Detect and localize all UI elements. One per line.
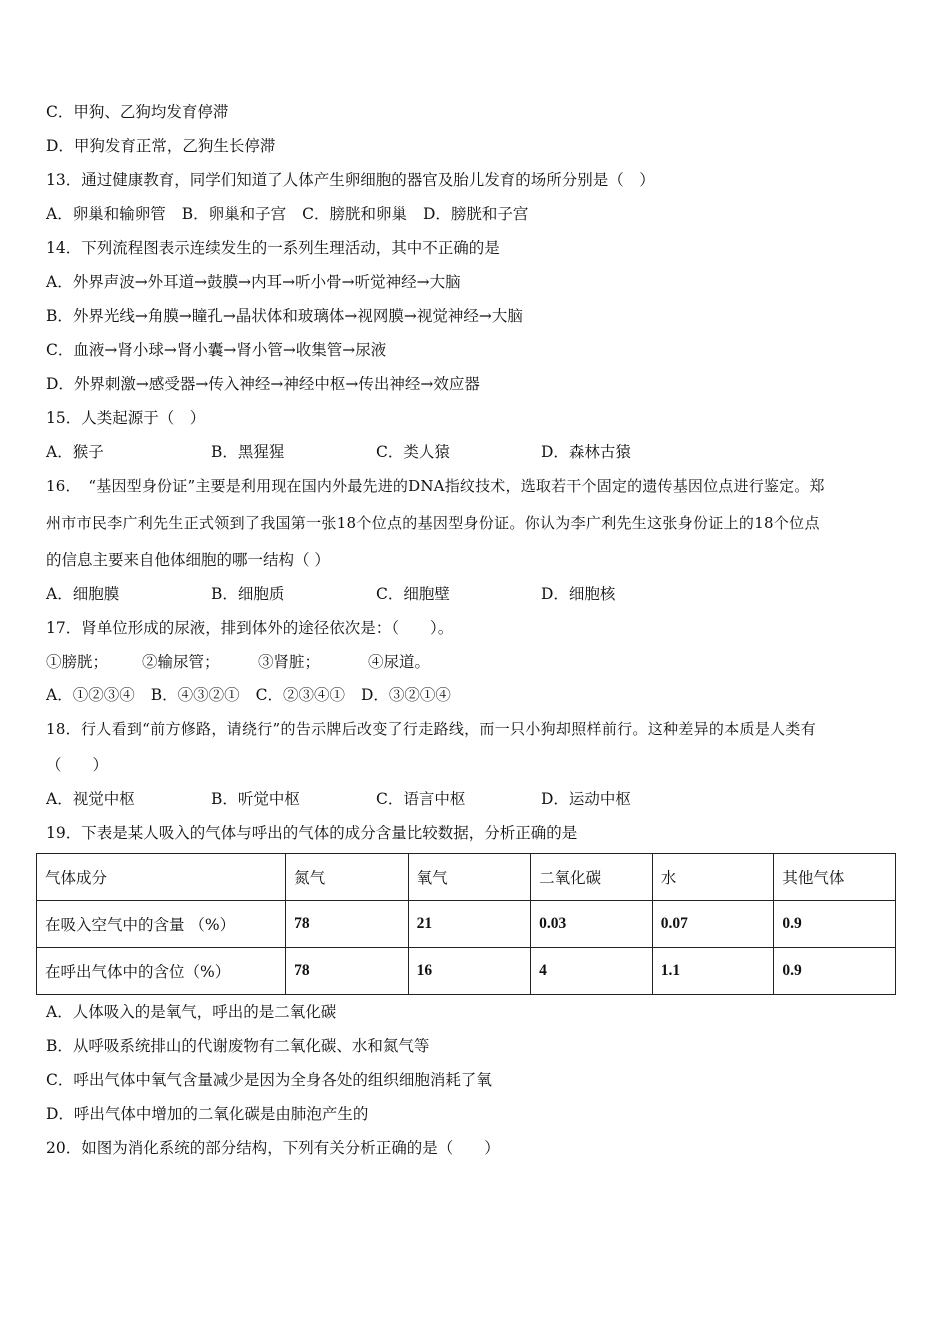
table-cell: 0.07 — [652, 901, 774, 948]
q14-stem: 14．下列流程图表示连续发生的一系列生理活动，其中不正确的是 — [46, 239, 500, 257]
table-cell: 1.1 — [652, 948, 774, 995]
q18-options — [46, 789, 631, 809]
q16-option-d: D．细胞核 — [541, 585, 616, 603]
q19-option-c: C．呼出气体中氧气含量减少是因为全身各处的组织细胞消耗了氧 — [46, 1071, 492, 1089]
q16-stem-line3: 的信息主要来自他体细胞的哪一结构（ ） — [46, 551, 330, 569]
table-cell: 78 — [286, 948, 409, 995]
q19-option-d: D．呼出气体中增加的二氧化碳是由肺泡产生的 — [46, 1105, 369, 1123]
table-header-row — [37, 854, 896, 901]
q20-stem: 20．如图为消化系统的部分结构，下列有关分析正确的是（ ） — [46, 1139, 500, 1157]
q17-item-4: ④尿道。 — [368, 653, 431, 671]
q13-option-c: C．膀胱和卵巢 — [302, 205, 407, 223]
q14-option-c: C．血液→肾小球→肾小囊→肾小管→收集管→尿液 — [46, 341, 387, 359]
q18-option-c: C．语言中枢 — [376, 790, 466, 808]
q14-option-d: D．外界刺激→感受器→传入神经→神经中枢→传出神经→效应器 — [46, 375, 480, 393]
q12-option-c: C．甲狗、乙狗均发育停滞 — [46, 103, 229, 121]
table-row — [37, 901, 896, 948]
q17-option-a: A．①②③④ — [46, 686, 135, 704]
q19-option-a: A．人体吸入的是氧气，呼出的是二氧化碳 — [46, 1003, 337, 1021]
q15-option-c: C．类人猿 — [376, 443, 450, 461]
q18-stem-line1: 18．行人看到“前方修路，请绕行”的告示牌后改变了行走路线，而一只小狗却照样前行。这种差异的本质是人类有 — [46, 720, 817, 738]
table-header-cell: 其他气体 — [774, 854, 896, 901]
table-cell: 4 — [531, 948, 653, 995]
q17-stem: 17．肾单位形成的尿液，排到体外的途径依次是：（ ）。 — [46, 619, 454, 637]
q16-option-a: A．细胞膜 — [46, 585, 120, 603]
q13-option-a: A．卵巢和输卵管 — [46, 205, 166, 223]
table-header-cell: 气体成分 — [37, 854, 286, 901]
q18-stem-line2: （ ） — [46, 756, 109, 774]
q15-option-a: A．猴子 — [46, 443, 104, 461]
table-header-cell: 氮气 — [286, 854, 409, 901]
q16-stem-line2: 州市市民李广利先生正式领到了我国第一张18个位点的基因型身份证。你认为李广利先生这张身份证上的18个位点 — [46, 514, 820, 532]
q15-option-d: D．森林古猿 — [541, 443, 631, 461]
table-cell: 16 — [408, 948, 531, 995]
table-cell: 0.03 — [531, 901, 653, 948]
q15-stem: 15．人类起源于（ ） — [46, 409, 206, 427]
q13-options — [46, 204, 528, 224]
q17-item-2: ②输尿管； — [142, 653, 220, 671]
q18-option-a: A．视觉中枢 — [46, 790, 135, 808]
q17-items — [46, 652, 430, 672]
q14-option-b: B．外界光线→角膜→瞳孔→晶状体和玻璃体→视网膜→视觉神经→大脑 — [46, 307, 523, 325]
table-cell: 21 — [408, 901, 531, 948]
q16-option-c: C．细胞壁 — [376, 585, 450, 603]
table-cell: 78 — [286, 901, 409, 948]
table-cell: 0.9 — [774, 901, 896, 948]
q17-item-3: ③肾脏； — [258, 653, 321, 671]
q17-option-d: D．③②①④ — [360, 686, 451, 704]
q13-option-d: D．膀胱和子宫 — [422, 205, 529, 223]
table-header-cell: 氧气 — [408, 854, 531, 901]
q12-option-d: D．甲狗发育正常，乙狗生长停滞 — [46, 137, 276, 155]
q17-option-b: B．④③②① — [150, 686, 240, 704]
q15-options — [46, 442, 631, 462]
gas-comparison-table — [36, 853, 896, 995]
q18-option-b: B．听觉中枢 — [211, 790, 300, 808]
q15-option-b: B．黑猩猩 — [211, 443, 285, 461]
q19-stem: 19．下表是某人吸入的气体与呼出的气体的成分含量比较数据，分析正确的是 — [46, 824, 578, 842]
table-cell: 在吸入空气中的含量 （%） — [37, 901, 286, 948]
q14-option-a: A．外界声波→外耳道→鼓膜→内耳→听小骨→听觉神经→大脑 — [46, 273, 461, 291]
q17-options — [46, 685, 451, 705]
q13-stem: 13．通过健康教育，同学们知道了人体产生卵细胞的器官及胎儿发育的场所分别是（ ） — [46, 171, 655, 189]
table-cell: 0.9 — [774, 948, 896, 995]
q16-option-b: B．细胞质 — [211, 585, 285, 603]
q16-options — [46, 584, 615, 604]
table-header-cell: 水 — [652, 854, 774, 901]
q16-stem-line1: 16． “基因型身份证”主要是利用现在国内外最先进的DNA指纹技术，选取若干个固定的遗传基因位点进行鉴定。郑 — [46, 477, 825, 495]
table-header-cell: 二氧化碳 — [531, 854, 653, 901]
q19-option-b: B．从呼吸系统排山的代谢废物有二氧化碳、水和氮气等 — [46, 1037, 430, 1055]
q17-option-c: C．②③④① — [255, 686, 345, 704]
table-row — [37, 948, 896, 995]
q18-option-d: D．运动中枢 — [541, 790, 631, 808]
table-cell: 在呼出气体中的含位（%） — [37, 948, 286, 995]
q13-option-b: B．卵巢和子宫 — [181, 205, 287, 223]
q17-item-1: ①膀胱； — [46, 653, 109, 671]
